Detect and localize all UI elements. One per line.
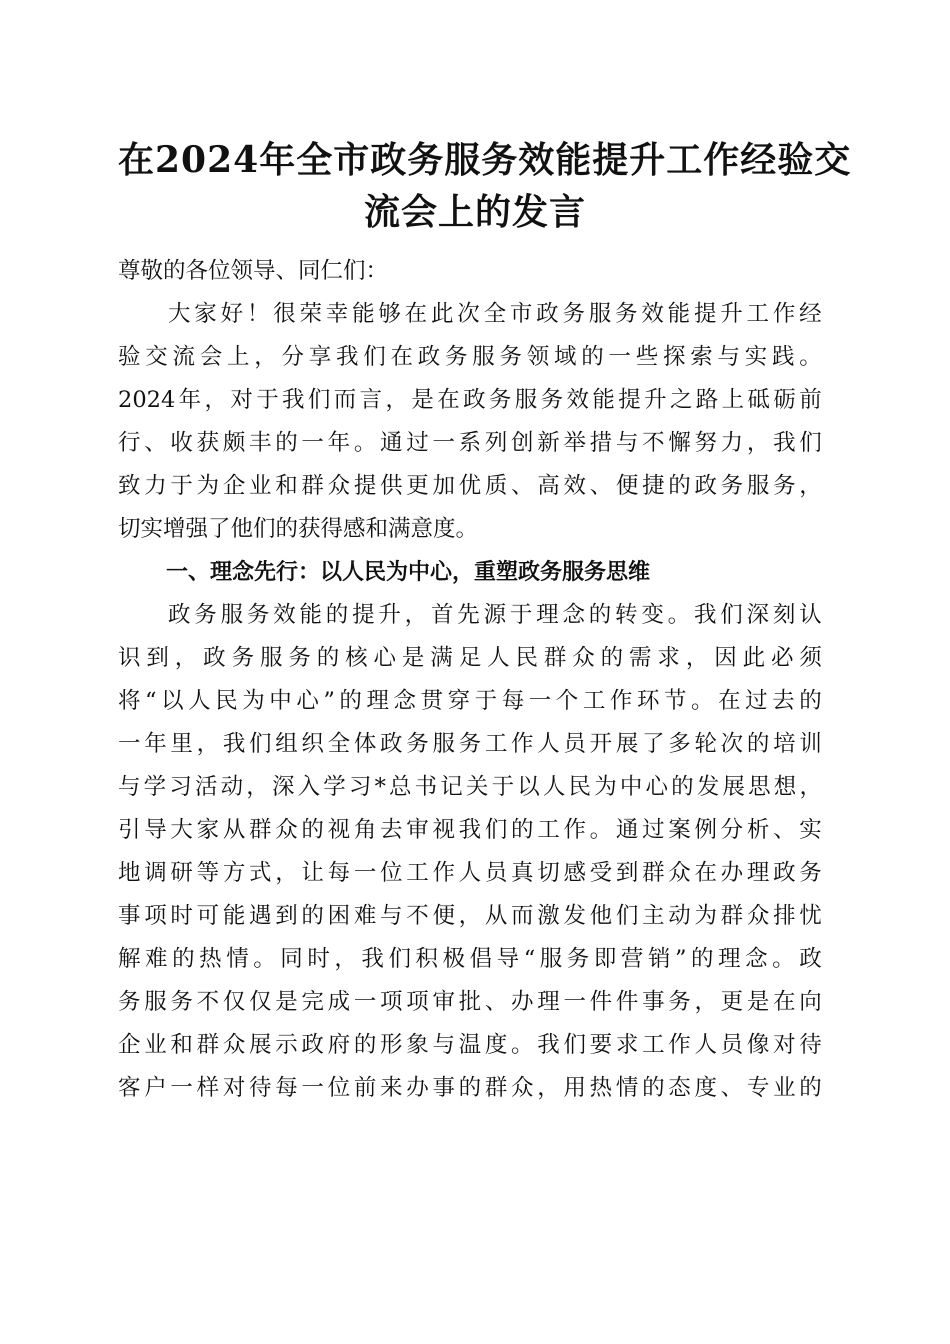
document-title	[118, 134, 852, 238]
body-line: 2024 年 ， 对 于 我 们 而 言 ， 是 在 政 务 服 务 效 能 提 升 之 路 上 砥 砺 前	[118, 387, 822, 413]
document-body	[118, 252, 822, 1112]
body-line: 地 调 研 等 方 式 ， 让 每 一 位 工 作 人 员 真 切 感 受 到 群 众 在 办 理 政 务	[118, 860, 822, 886]
body-line: 验 交 流 会 上 ， 分 享 我 们 在 政 务 服 务 领 域 的 一 些 探 索 与 实 践 。	[118, 344, 822, 370]
title-line-2: 流会上的发言	[363, 191, 586, 233]
body-line: 行 、 收 获 颇 丰 的 一 年 。 通 过 一 系 列 创 新 举 措 与 不 懈 努 力 ， 我 们	[118, 430, 822, 456]
body-line: 客 户 一 样 对 待 每 一 位 前 来 办 事 的 群 众 ， 用 热 情 的 态 度 、 专 业 的	[118, 1075, 822, 1101]
body-line: 将 “ 以 人 民 为 中 心 ” 的 理 念 贯 穿 于 每 一 个 工 作 环 节 。 在 过 去 的	[118, 688, 822, 714]
body-line: 一 年 里 ， 我 们 组 织 全 体 政 务 服 务 工 作 人 员 开 展 了 多 轮 次 的 培 训	[118, 731, 822, 757]
section-heading: 一、理念先行：以人民为中心，重塑政务服务思维	[166, 560, 651, 585]
title-line-1: 在2024年全市政务服务效能提升工作经验交	[118, 139, 852, 181]
body-line: 识 到 ， 政 务 服 务 的 核 心 是 满 足 人 民 群 众 的 需 求 ， 因 此 必 须	[118, 645, 822, 671]
body-line: 引 导 大 家 从 群 众 的 视 角 去 审 视 我 们 的 工 作 。 通 过 案 例 分 析 、 实	[118, 817, 822, 843]
body-line: 致 力 于 为 企 业 和 群 众 提 供 更 加 优 质 、 高 效 、 便 捷 的 政 务 服 务 ，	[118, 473, 822, 499]
body-line: 政 务 服 务 效 能 的 提 升 ， 首 先 源 于 理 念 的 转 变 。 我 们 深 刻 认	[168, 602, 822, 628]
body-line: 事 项 时 可 能 遇 到 的 困 难 与 不 便 ， 从 而 激 发 他 们 主 动 为 群 众 排 忧	[118, 903, 822, 929]
body-line: 与 学 习 活 动 ， 深 入 学 习 * 总 书 记 关 于 以 人 民 为 中 心 的 发 展 思 想 ，	[118, 774, 822, 800]
body-lines	[118, 295, 822, 1112]
body-line: 大 家 好 ！ 很 荣 幸 能 够 在 此 次 全 市 政 务 服 务 效 能 提 升 工 作 经	[168, 301, 822, 327]
body-line: 企 业 和 群 众 展 示 政 府 的 形 象 与 温 度 。 我 们 要 求 工 作 人 员 像 对 待	[118, 1032, 822, 1058]
salutation: 尊敬的各位领导、同仁们：	[118, 258, 389, 284]
body-line: 切实增强了他们的获得感和满意度。	[118, 516, 479, 542]
body-line: 解 难 的 热 情 。 同 时 ， 我 们 积 极 倡 导 “ 服 务 即 营 销 ” 的 理 念 。 政	[118, 946, 822, 972]
body-line: 务 服 务 不 仅 仅 是 完 成 一 项 项 审 批 、 办 理 一 件 件 事 务 ， 更 是 在 向	[118, 989, 822, 1015]
